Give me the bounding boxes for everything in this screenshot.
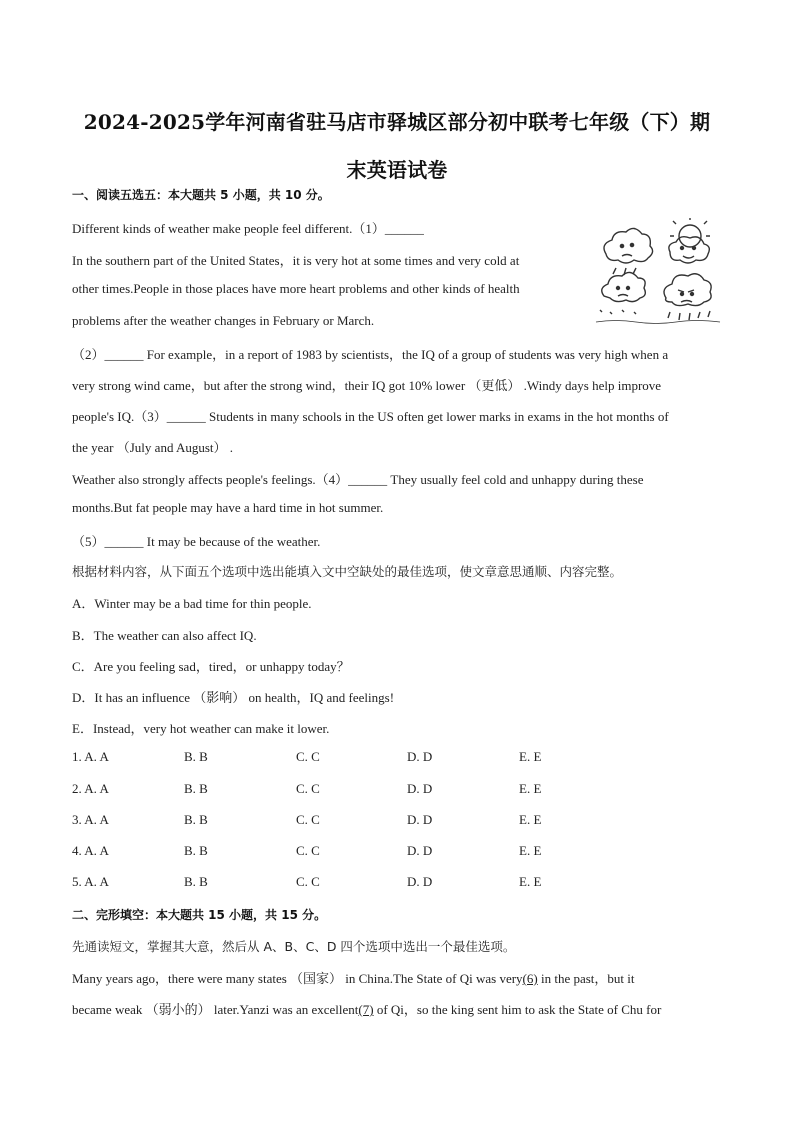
section-2-heading: 二、完形填空：本大题共 15 小题，共 15 分。: [72, 908, 327, 922]
choice-c[interactable]: C. C: [296, 812, 320, 827]
choice-e[interactable]: E. E: [519, 781, 542, 796]
option-a: A．Winter may be a bad time for thin people.: [72, 596, 312, 611]
passage-line: very strong wind came，but after the strong wind，their IQ got 10% lower （更低） .Windy days help improve: [72, 378, 662, 393]
weather-clouds-illustration: [594, 218, 722, 324]
option-e: E．Instead，very hot weather can make it lower.: [72, 721, 330, 736]
cloze-line: became weak （弱小的） later.Yanzi was an excellent(7) of Qi，so the king sent him to ask the State of Chu for: [72, 1002, 662, 1017]
choice-a[interactable]: 5. A. A: [72, 874, 109, 889]
choice-e[interactable]: E. E: [519, 843, 542, 858]
passage-line: people's IQ.（3）______ Students in many schools in the US often get lower marks in exams in the hot months of: [72, 409, 669, 424]
choice-d[interactable]: D. D: [407, 874, 433, 889]
option-c: C．Are you feeling sad，tired，or unhappy today？: [72, 659, 350, 674]
cloze-line: Many years ago，there were many states （国家） in China.The State of Qi was very(6) in the past，but it: [72, 971, 635, 986]
passage-line: other times.People in those places have more heart problems and other kinds of health: [72, 281, 520, 296]
choice-a[interactable]: 1. A. A: [72, 749, 109, 764]
section-1-heading: 一、阅读五选五：本大题共 5 小题，共 10 分。: [72, 188, 330, 202]
cloze-blank-6[interactable]: (6): [522, 971, 538, 986]
passage-line: （5）______ It may be because of the weather.: [72, 534, 321, 549]
choice-e[interactable]: E. E: [519, 812, 542, 827]
choice-d[interactable]: D. D: [407, 812, 433, 827]
choice-a[interactable]: 3. A. A: [72, 812, 109, 827]
passage-line: problems after the weather changes in February or March.: [72, 313, 375, 328]
choice-b[interactable]: B. B: [184, 843, 208, 858]
title-line-2: 末英语试卷: [346, 158, 448, 182]
choice-a[interactable]: 2. A. A: [72, 781, 109, 796]
cloze-blank-7[interactable]: (7): [358, 1002, 374, 1017]
choice-b[interactable]: B. B: [184, 781, 208, 796]
choice-b[interactable]: B. B: [184, 812, 208, 827]
choice-d[interactable]: D. D: [407, 781, 433, 796]
choice-b[interactable]: B. B: [184, 874, 208, 889]
passage-line: （2）______ For example，in a report of 1983 by scientists，the IQ of a group of students was very high when a: [72, 347, 669, 362]
choice-c[interactable]: C. C: [296, 843, 320, 858]
passage-line: Different kinds of weather make people feel different.（1）______: [72, 221, 424, 236]
title-line-1: 2024-2025学年河南省驻马店市驿城区部分初中联考七年级（下）期: [83, 110, 711, 134]
choice-c[interactable]: C. C: [296, 874, 320, 889]
choice-c[interactable]: C. C: [296, 749, 320, 764]
passage-line: the year （July and August） .: [72, 440, 234, 455]
choice-d[interactable]: D. D: [407, 749, 433, 764]
exam-title: [60, 98, 734, 194]
choice-e[interactable]: E. E: [519, 749, 542, 764]
passage-line: In the southern part of the United States，it is very hot at some times and very cold at: [72, 253, 520, 268]
choice-a[interactable]: 4. A. A: [72, 843, 109, 858]
choice-c[interactable]: C. C: [296, 781, 320, 796]
option-d: D．It has an influence （影响） on health，IQ and feelings!: [72, 690, 395, 705]
option-b: B．The weather can also affect IQ.: [72, 628, 257, 643]
passage-line: months.But fat people may have a hard time in hot summer.: [72, 500, 384, 515]
section-1-instruction: 根据材料内容，从下面五个选项中选出能填入文中空缺处的最佳选项，使文章意思通顺、内容完整。: [72, 564, 623, 579]
choice-d[interactable]: D. D: [407, 843, 433, 858]
choice-e[interactable]: E. E: [519, 874, 542, 889]
choice-b[interactable]: B. B: [184, 749, 208, 764]
passage-line: Weather also strongly affects people's feelings.（4）______ They usually feel cold and unhappy during these: [72, 472, 644, 487]
section-2-instruction: 先通读短文，掌握其大意，然后从 A、B、C、D 四个选项中选出一个最佳选项。: [72, 939, 516, 954]
